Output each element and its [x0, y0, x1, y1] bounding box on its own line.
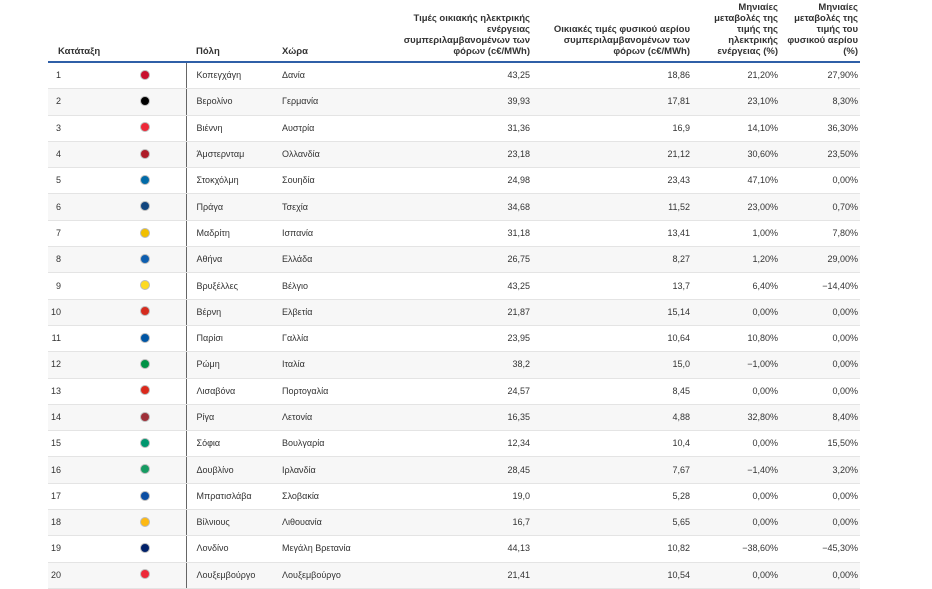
- country-cell: Λιθουανία: [282, 510, 386, 536]
- flag-cell: [104, 352, 186, 378]
- gas-price-cell: 17,81: [530, 89, 690, 115]
- flag-netherlands-icon: [140, 149, 150, 159]
- electricity-price-cell: 26,75: [386, 247, 530, 273]
- electricity-change-cell: 23,10%: [690, 89, 778, 115]
- gas-change-cell: 23,50%: [778, 141, 860, 167]
- table-row: [48, 168, 860, 194]
- table-row: [48, 299, 860, 325]
- gas-change-cell: 27,90%: [778, 62, 860, 89]
- flag-cell: [104, 562, 186, 588]
- flag-cell: [104, 510, 186, 536]
- gas-change-cell: 0,00%: [778, 325, 860, 351]
- country-cell: Ελλάδα: [282, 247, 386, 273]
- city-cell: Στοκχόλμη: [186, 168, 282, 194]
- electricity-change-cell: 32,80%: [690, 404, 778, 430]
- city-cell: Αθήνα: [186, 247, 282, 273]
- city-cell: Παρίσι: [186, 325, 282, 351]
- gas-change-cell: 0,00%: [778, 510, 860, 536]
- table-header-row: [48, 0, 860, 62]
- electricity-change-cell: −1,40%: [690, 457, 778, 483]
- electricity-price-cell: 43,25: [386, 62, 530, 89]
- header-gas-change[interactable]: Μηνιαίες μεταβολές της τιμής του φυσικού αερίου (%): [787, 2, 858, 57]
- city-cell: Δουβλίνο: [186, 457, 282, 483]
- electricity-change-cell: 14,10%: [690, 115, 778, 141]
- gas-price-cell: 5,65: [530, 510, 690, 536]
- rank-cell: 1: [48, 62, 104, 89]
- country-cell: Αυστρία: [282, 115, 386, 141]
- header-city[interactable]: Πόλη: [196, 46, 220, 57]
- city-energy-price-table: [48, 0, 860, 589]
- table-row: [48, 378, 860, 404]
- flag-cell: [104, 378, 186, 404]
- flag-czechia-icon: [140, 201, 150, 211]
- header-flag: [104, 0, 186, 62]
- gas-price-cell: 11,52: [530, 194, 690, 220]
- electricity-price-cell: 23,18: [386, 141, 530, 167]
- country-cell: Τσεχία: [282, 194, 386, 220]
- table-row: [48, 115, 860, 141]
- flag-switzerland-icon: [140, 306, 150, 316]
- country-cell: Γαλλία: [282, 325, 386, 351]
- gas-change-cell: 0,00%: [778, 378, 860, 404]
- electricity-change-cell: 0,00%: [690, 299, 778, 325]
- table-row: [48, 325, 860, 351]
- gas-change-cell: 0,00%: [778, 483, 860, 509]
- rank-cell: 4: [48, 141, 104, 167]
- flag-cell: [104, 431, 186, 457]
- country-cell: Λουξεμβούργο: [282, 562, 386, 588]
- electricity-price-cell: 24,57: [386, 378, 530, 404]
- gas-price-cell: 8,27: [530, 247, 690, 273]
- table-row: [48, 273, 860, 299]
- gas-change-cell: 0,00%: [778, 352, 860, 378]
- electricity-change-cell: 30,60%: [690, 141, 778, 167]
- flag-bulgaria-icon: [140, 438, 150, 448]
- rank-cell: 7: [48, 220, 104, 246]
- electricity-price-cell: 23,95: [386, 325, 530, 351]
- header-country[interactable]: Χώρα: [282, 46, 308, 57]
- gas-price-cell: 13,7: [530, 273, 690, 299]
- country-cell: Γερμανία: [282, 89, 386, 115]
- electricity-change-cell: 0,00%: [690, 510, 778, 536]
- flag-cell: [104, 273, 186, 299]
- electricity-change-cell: 0,00%: [690, 483, 778, 509]
- table-row: [48, 141, 860, 167]
- country-cell: Μεγάλη Βρετανία: [282, 536, 386, 562]
- city-cell: Λονδίνο: [186, 536, 282, 562]
- flag-cell: [104, 483, 186, 509]
- country-cell: Σλοβακία: [282, 483, 386, 509]
- flag-cell: [104, 168, 186, 194]
- flag-ireland-icon: [140, 464, 150, 474]
- electricity-price-cell: 31,18: [386, 220, 530, 246]
- electricity-price-cell: 28,45: [386, 457, 530, 483]
- rank-cell: 2: [48, 89, 104, 115]
- city-cell: Μαδρίτη: [186, 220, 282, 246]
- gas-change-cell: 8,30%: [778, 89, 860, 115]
- gas-price-cell: 4,88: [530, 404, 690, 430]
- gas-price-cell: 13,41: [530, 220, 690, 246]
- electricity-price-cell: 16,35: [386, 404, 530, 430]
- rank-cell: 14: [48, 404, 104, 430]
- gas-price-cell: 18,86: [530, 62, 690, 89]
- header-electricity-change[interactable]: Μηνιαίες μεταβολές της τιμής της ηλεκτρικής ενέργειας (%): [714, 2, 778, 57]
- gas-price-cell: 10,82: [530, 536, 690, 562]
- gas-change-cell: −14,40%: [778, 273, 860, 299]
- flag-cell: [104, 404, 186, 430]
- flag-cell: [104, 299, 186, 325]
- country-cell: Ελβετία: [282, 299, 386, 325]
- flag-cell: [104, 194, 186, 220]
- rank-cell: 9: [48, 273, 104, 299]
- flag-united-kingdom-icon: [140, 543, 150, 553]
- country-cell: Λετονία: [282, 404, 386, 430]
- country-cell: Βέλγιο: [282, 273, 386, 299]
- rank-cell: 12: [48, 352, 104, 378]
- rank-cell: 6: [48, 194, 104, 220]
- electricity-price-cell: 39,93: [386, 89, 530, 115]
- gas-change-cell: 0,00%: [778, 168, 860, 194]
- city-cell: Άμστερνταμ: [186, 141, 282, 167]
- rank-cell: 11: [48, 325, 104, 351]
- flag-slovakia-icon: [140, 491, 150, 501]
- rank-cell: 15: [48, 431, 104, 457]
- price-table-container: [48, 0, 860, 589]
- header-rank[interactable]: Κατάταξη: [58, 46, 101, 57]
- table-row: [48, 89, 860, 115]
- gas-price-cell: 15,14: [530, 299, 690, 325]
- flag-cell: [104, 141, 186, 167]
- electricity-price-cell: 44,13: [386, 536, 530, 562]
- electricity-price-cell: 38,2: [386, 352, 530, 378]
- city-cell: Μπρατισλάβα: [186, 483, 282, 509]
- city-cell: Βερολίνο: [186, 89, 282, 115]
- rank-cell: 10: [48, 299, 104, 325]
- electricity-change-cell: 1,00%: [690, 220, 778, 246]
- electricity-price-cell: 34,68: [386, 194, 530, 220]
- city-cell: Λισαβόνα: [186, 378, 282, 404]
- country-cell: Ιταλία: [282, 352, 386, 378]
- gas-price-cell: 5,28: [530, 483, 690, 509]
- table-row: [48, 404, 860, 430]
- rank-cell: 5: [48, 168, 104, 194]
- electricity-change-cell: 0,00%: [690, 431, 778, 457]
- rank-cell: 17: [48, 483, 104, 509]
- flag-denmark-icon: [140, 70, 150, 80]
- electricity-price-cell: 19,0: [386, 483, 530, 509]
- flag-sweden-icon: [140, 175, 150, 185]
- table-row: [48, 352, 860, 378]
- city-cell: Σόφια: [186, 431, 282, 457]
- table-row: [48, 431, 860, 457]
- header-electricity-price[interactable]: Τιμές οικιακής ηλεκτρικής ενέργειας συμπεριλαμβανομένων των φόρων (c€/MWh): [403, 13, 530, 57]
- gas-change-cell: −45,30%: [778, 536, 860, 562]
- electricity-price-cell: 16,7: [386, 510, 530, 536]
- table-row: [48, 562, 860, 588]
- flag-portugal-icon: [140, 385, 150, 395]
- electricity-change-cell: −1,00%: [690, 352, 778, 378]
- flag-lithuania-icon: [140, 517, 150, 527]
- city-cell: Βίλνιους: [186, 510, 282, 536]
- electricity-price-cell: 21,87: [386, 299, 530, 325]
- flag-cell: [104, 115, 186, 141]
- flag-cell: [104, 457, 186, 483]
- flag-belgium-icon: [140, 280, 150, 290]
- electricity-price-cell: 12,34: [386, 431, 530, 457]
- electricity-change-cell: 0,00%: [690, 378, 778, 404]
- electricity-price-cell: 24,98: [386, 168, 530, 194]
- gas-change-cell: 29,00%: [778, 247, 860, 273]
- city-cell: Κοπεγχάγη: [186, 62, 282, 89]
- gas-change-cell: 36,30%: [778, 115, 860, 141]
- electricity-change-cell: 0,00%: [690, 562, 778, 588]
- country-cell: Πορτογαλία: [282, 378, 386, 404]
- rank-cell: 20: [48, 562, 104, 588]
- flag-greece-icon: [140, 254, 150, 264]
- table-row: [48, 220, 860, 246]
- city-cell: Βιέννη: [186, 115, 282, 141]
- table-row: [48, 483, 860, 509]
- gas-price-cell: 21,12: [530, 141, 690, 167]
- gas-change-cell: 0,70%: [778, 194, 860, 220]
- table-row: [48, 62, 860, 89]
- country-cell: Σουηδία: [282, 168, 386, 194]
- flag-italy-icon: [140, 359, 150, 369]
- electricity-change-cell: 47,10%: [690, 168, 778, 194]
- city-cell: Βρυξέλλες: [186, 273, 282, 299]
- header-gas-price[interactable]: Οικιακές τιμές φυσικού αερίου συμπεριλαμβανομένων των φόρων (c€/MWh): [553, 24, 690, 57]
- electricity-change-cell: 10,80%: [690, 325, 778, 351]
- electricity-price-cell: 21,41: [386, 562, 530, 588]
- electricity-price-cell: 43,25: [386, 273, 530, 299]
- country-cell: Ισπανία: [282, 220, 386, 246]
- country-cell: Βουλγαρία: [282, 431, 386, 457]
- rank-cell: 16: [48, 457, 104, 483]
- gas-price-cell: 10,4: [530, 431, 690, 457]
- gas-price-cell: 23,43: [530, 168, 690, 194]
- flag-cell: [104, 536, 186, 562]
- table-row: [48, 247, 860, 273]
- flag-cell: [104, 62, 186, 89]
- gas-price-cell: 16,9: [530, 115, 690, 141]
- table-row: [48, 536, 860, 562]
- city-cell: Βέρνη: [186, 299, 282, 325]
- gas-change-cell: 7,80%: [778, 220, 860, 246]
- gas-price-cell: 15,0: [530, 352, 690, 378]
- flag-france-icon: [140, 333, 150, 343]
- gas-change-cell: 8,40%: [778, 404, 860, 430]
- rank-cell: 18: [48, 510, 104, 536]
- rank-cell: 8: [48, 247, 104, 273]
- gas-price-cell: 10,54: [530, 562, 690, 588]
- gas-price-cell: 10,64: [530, 325, 690, 351]
- electricity-change-cell: 23,00%: [690, 194, 778, 220]
- rank-cell: 13: [48, 378, 104, 404]
- gas-price-cell: 8,45: [530, 378, 690, 404]
- flag-luxembourg-icon: [140, 569, 150, 579]
- gas-change-cell: 3,20%: [778, 457, 860, 483]
- flag-germany-icon: [140, 96, 150, 106]
- flag-cell: [104, 89, 186, 115]
- flag-spain-icon: [140, 228, 150, 238]
- rank-cell: 3: [48, 115, 104, 141]
- gas-change-cell: 0,00%: [778, 562, 860, 588]
- country-cell: Ολλανδία: [282, 141, 386, 167]
- city-cell: Ρώμη: [186, 352, 282, 378]
- electricity-change-cell: 21,20%: [690, 62, 778, 89]
- rank-cell: 19: [48, 536, 104, 562]
- city-cell: Ρίγα: [186, 404, 282, 430]
- gas-price-cell: 7,67: [530, 457, 690, 483]
- flag-cell: [104, 247, 186, 273]
- city-cell: Πράγα: [186, 194, 282, 220]
- table-row: [48, 457, 860, 483]
- electricity-change-cell: 1,20%: [690, 247, 778, 273]
- electricity-change-cell: 6,40%: [690, 273, 778, 299]
- country-cell: Ιρλανδία: [282, 457, 386, 483]
- electricity-price-cell: 31,36: [386, 115, 530, 141]
- gas-change-cell: 0,00%: [778, 299, 860, 325]
- country-cell: Δανία: [282, 62, 386, 89]
- flag-latvia-icon: [140, 412, 150, 422]
- table-row: [48, 194, 860, 220]
- flag-austria-icon: [140, 122, 150, 132]
- gas-change-cell: 15,50%: [778, 431, 860, 457]
- table-body: [48, 62, 860, 588]
- flag-cell: [104, 220, 186, 246]
- table-row: [48, 510, 860, 536]
- city-cell: Λουξεμβούργο: [186, 562, 282, 588]
- electricity-change-cell: −38,60%: [690, 536, 778, 562]
- flag-cell: [104, 325, 186, 351]
